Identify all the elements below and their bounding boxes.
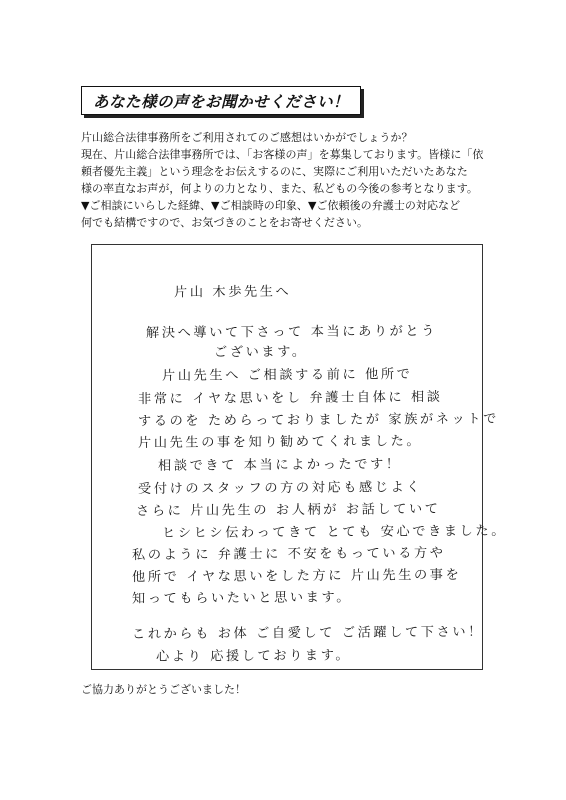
closing-text: ご協力ありがとうございました！ [81, 683, 246, 696]
letter-signoff: 心より 応援しております。 [155, 648, 352, 665]
title-banner [81, 86, 361, 115]
letter-salutation: 片山 木歩先生へ [173, 284, 292, 301]
letter-line: 受付けのスタッフの方の対応も感じよく [137, 480, 423, 497]
intro-line: 現在、片山総合法律事務所では、「お客様の声」を募集しております。皆様に「依 [81, 148, 484, 161]
page-title: あなた様の声をお聞かせください！ [92, 92, 349, 111]
handwritten-letter [92, 245, 508, 669]
letter-line: 他所で イヤな思いをした方に 片山先生の事を [131, 567, 462, 586]
letter-line: するのを ためらっておりましたが 家族がネットで [137, 411, 499, 430]
letter-line: 片山先生の事を知り勧めてくれました。 [137, 434, 423, 451]
letter-line: 非常に イヤな思いをし 弁護士自体に 相談 [137, 389, 443, 408]
intro-line: 様の率直なお声が，何よりの力となり、また、私どもの今後の参考となります。 [81, 182, 478, 195]
letter-line: 私のように 弁護士に 不安をもっている方や [131, 545, 446, 564]
intro-line: 片山総合法律事務所をご利用されてのご感想はいかがでしょうか？ [81, 131, 413, 144]
letter-line: 知ってもらいたいと思います。 [131, 590, 353, 607]
letter-line: 相談できて 本当によかったです！ [157, 457, 402, 474]
letter-line: 片山先生へ ご相談する前に 他所で [161, 367, 413, 384]
letter-line: さらに 片山先生の お人柄が お話していて [135, 501, 441, 520]
letter-line: 解決へ導いて下さって 本当にありがとう [145, 323, 438, 342]
intro-line: 何でも結構ですので、お気づきのことをお寄せください。 [81, 216, 369, 229]
intro-line: ▼ご相談にいらした経緯、▼ご相談時の印象、▼ご依頼後の弁護士の対応など [81, 199, 461, 212]
letter-line: ヒシヒシ伝わってきて とても 安心できました。 [161, 523, 508, 542]
intro-text [81, 129, 501, 231]
intro-line: 頼者優先主義」という理念をお伝えするのに、実際にご利用いただいたあなた [81, 165, 468, 178]
letter-line: これからも お体 ご自愛して ご活躍して下さい！ [131, 624, 484, 643]
handwritten-letter-card [91, 244, 508, 670]
letter-line: ございます。 [213, 344, 308, 361]
